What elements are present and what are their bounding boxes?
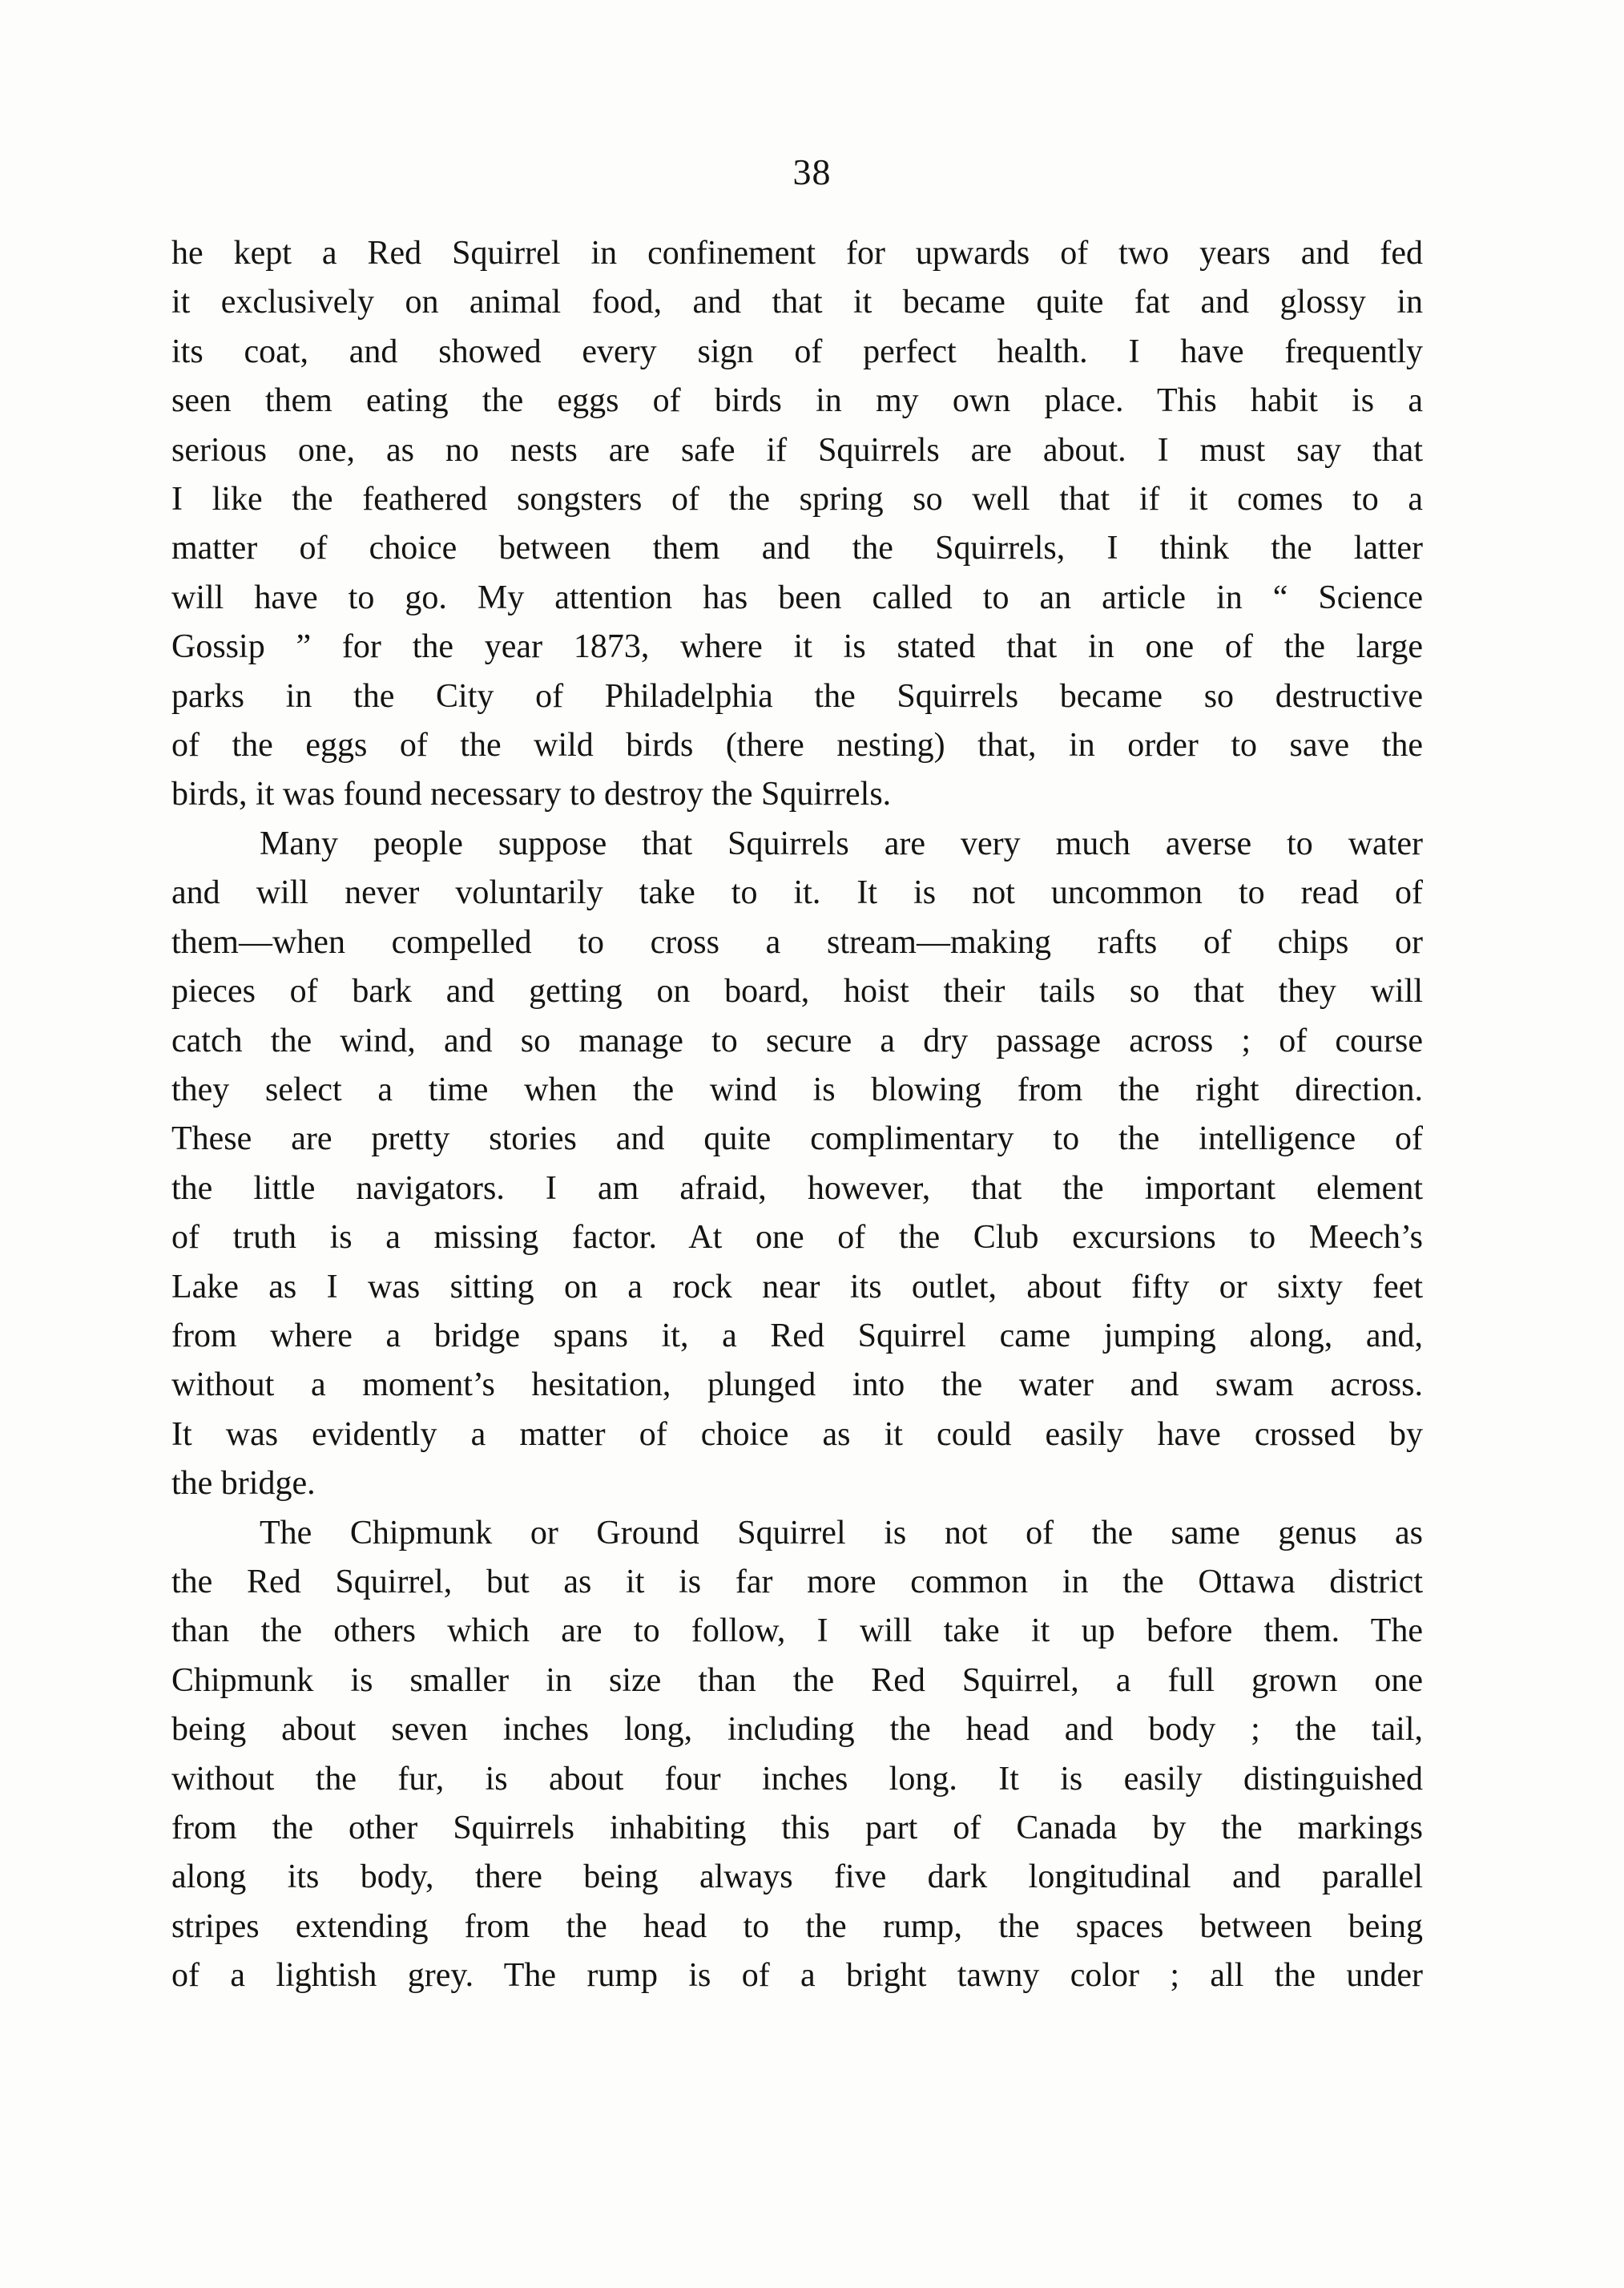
text-line: its coat, and showed every sign of perfect health. I have frequently (171, 333, 1423, 370)
text-line: catch the wind, and so manage to secure a dry passage across ; of course (171, 1022, 1423, 1059)
text-line: stripes extending from the head to the rump, the spaces between being (171, 1907, 1423, 1945)
text-line: It was evidently a matter of choice as it could easily have crossed by (171, 1415, 1423, 1453)
text-line: Many people suppose that Squirrels are very much averse to water (260, 825, 1423, 862)
text-line: he kept a Red Squirrel in confinement for upwards of two years and fed (171, 235, 1423, 272)
paragraph (171, 1509, 1423, 2001)
text-line: Gossip ” for the year 1873, where it is stated that in one of the large (171, 628, 1423, 666)
text-line: will have to go. My attention has been called to an article in “ Science (171, 579, 1423, 616)
text-line: birds, it was found necessary to destroy the Squirrels. (171, 776, 892, 813)
text-line: without the fur, is about four inches long. It is easily distinguished (171, 1760, 1423, 1798)
text-line: pieces of bark and getting on board, hoist their tails so that they will (171, 973, 1423, 1011)
text-line: I like the feathered songsters of the spring so well that if it comes to a (171, 481, 1423, 519)
text-line: These are pretty stories and quite complimentary to the intelligence of (171, 1120, 1423, 1158)
text-line: than the others which are to follow, I will take it up before them. The (171, 1612, 1423, 1650)
text-line: the Red Squirrel, but as it is far more common in the Ottawa district (171, 1563, 1423, 1600)
text-line: of a lightish grey. The rump is of a bright tawny color ; all the under (171, 1957, 1423, 1995)
text-line: they select a time when the wind is blowing from the right direction. (171, 1071, 1423, 1108)
body-text (171, 229, 1423, 2001)
text-line: without a moment’s hesitation, plunged into the water and swam across. (171, 1366, 1423, 1404)
text-line: parks in the City of Philadelphia the Squirrels became so destructive (171, 677, 1423, 715)
text-line: seen them eating the eggs of birds in my own place. This habit is a (171, 382, 1423, 420)
text-line: of the eggs of the wild birds (there nesting) that, in order to save the (171, 727, 1423, 765)
text-line: Chipmunk is smaller in size than the Red Squirrel, a full grown one (171, 1661, 1423, 1699)
text-line: from where a bridge spans it, a Red Squirrel came jumping along, and, (171, 1317, 1423, 1354)
page-number: 38 (792, 151, 832, 192)
paragraph (171, 820, 1423, 1509)
text-line: Lake as I was sitting on a rock near its outlet, about fifty or sixty feet (171, 1268, 1423, 1305)
text-line: of truth is a missing factor. At one of the Club excursions to Meech’s (171, 1219, 1423, 1257)
text-line: them—when compelled to cross a stream—making rafts of chips or (171, 923, 1423, 961)
text-line: serious one, as no nests are safe if Squirrels are about. I must say that (171, 431, 1423, 469)
text-line: and will never voluntarily take to it. It is not uncommon to read of (171, 874, 1423, 912)
text-line: the bridge. (171, 1465, 316, 1503)
paragraph (171, 229, 1423, 820)
text-line: it exclusively on animal food, and that it became quite fat and glossy in (171, 284, 1423, 321)
text-line: from the other Squirrels inhabiting this part of Canada by the markings (171, 1810, 1423, 1846)
text-line: matter of choice between them and the Squirrels, I think the latter (171, 530, 1423, 567)
text-line: The Chipmunk or Ground Squirrel is not of the same genus as (260, 1514, 1423, 1552)
text-line: the little navigators. I am afraid, however, that the important element (171, 1169, 1423, 1207)
text-line: along its body, there being always five dark longitudinal and parallel (171, 1858, 1423, 1896)
text-line: being about seven inches long, including the head and body ; the tail, (171, 1711, 1423, 1749)
